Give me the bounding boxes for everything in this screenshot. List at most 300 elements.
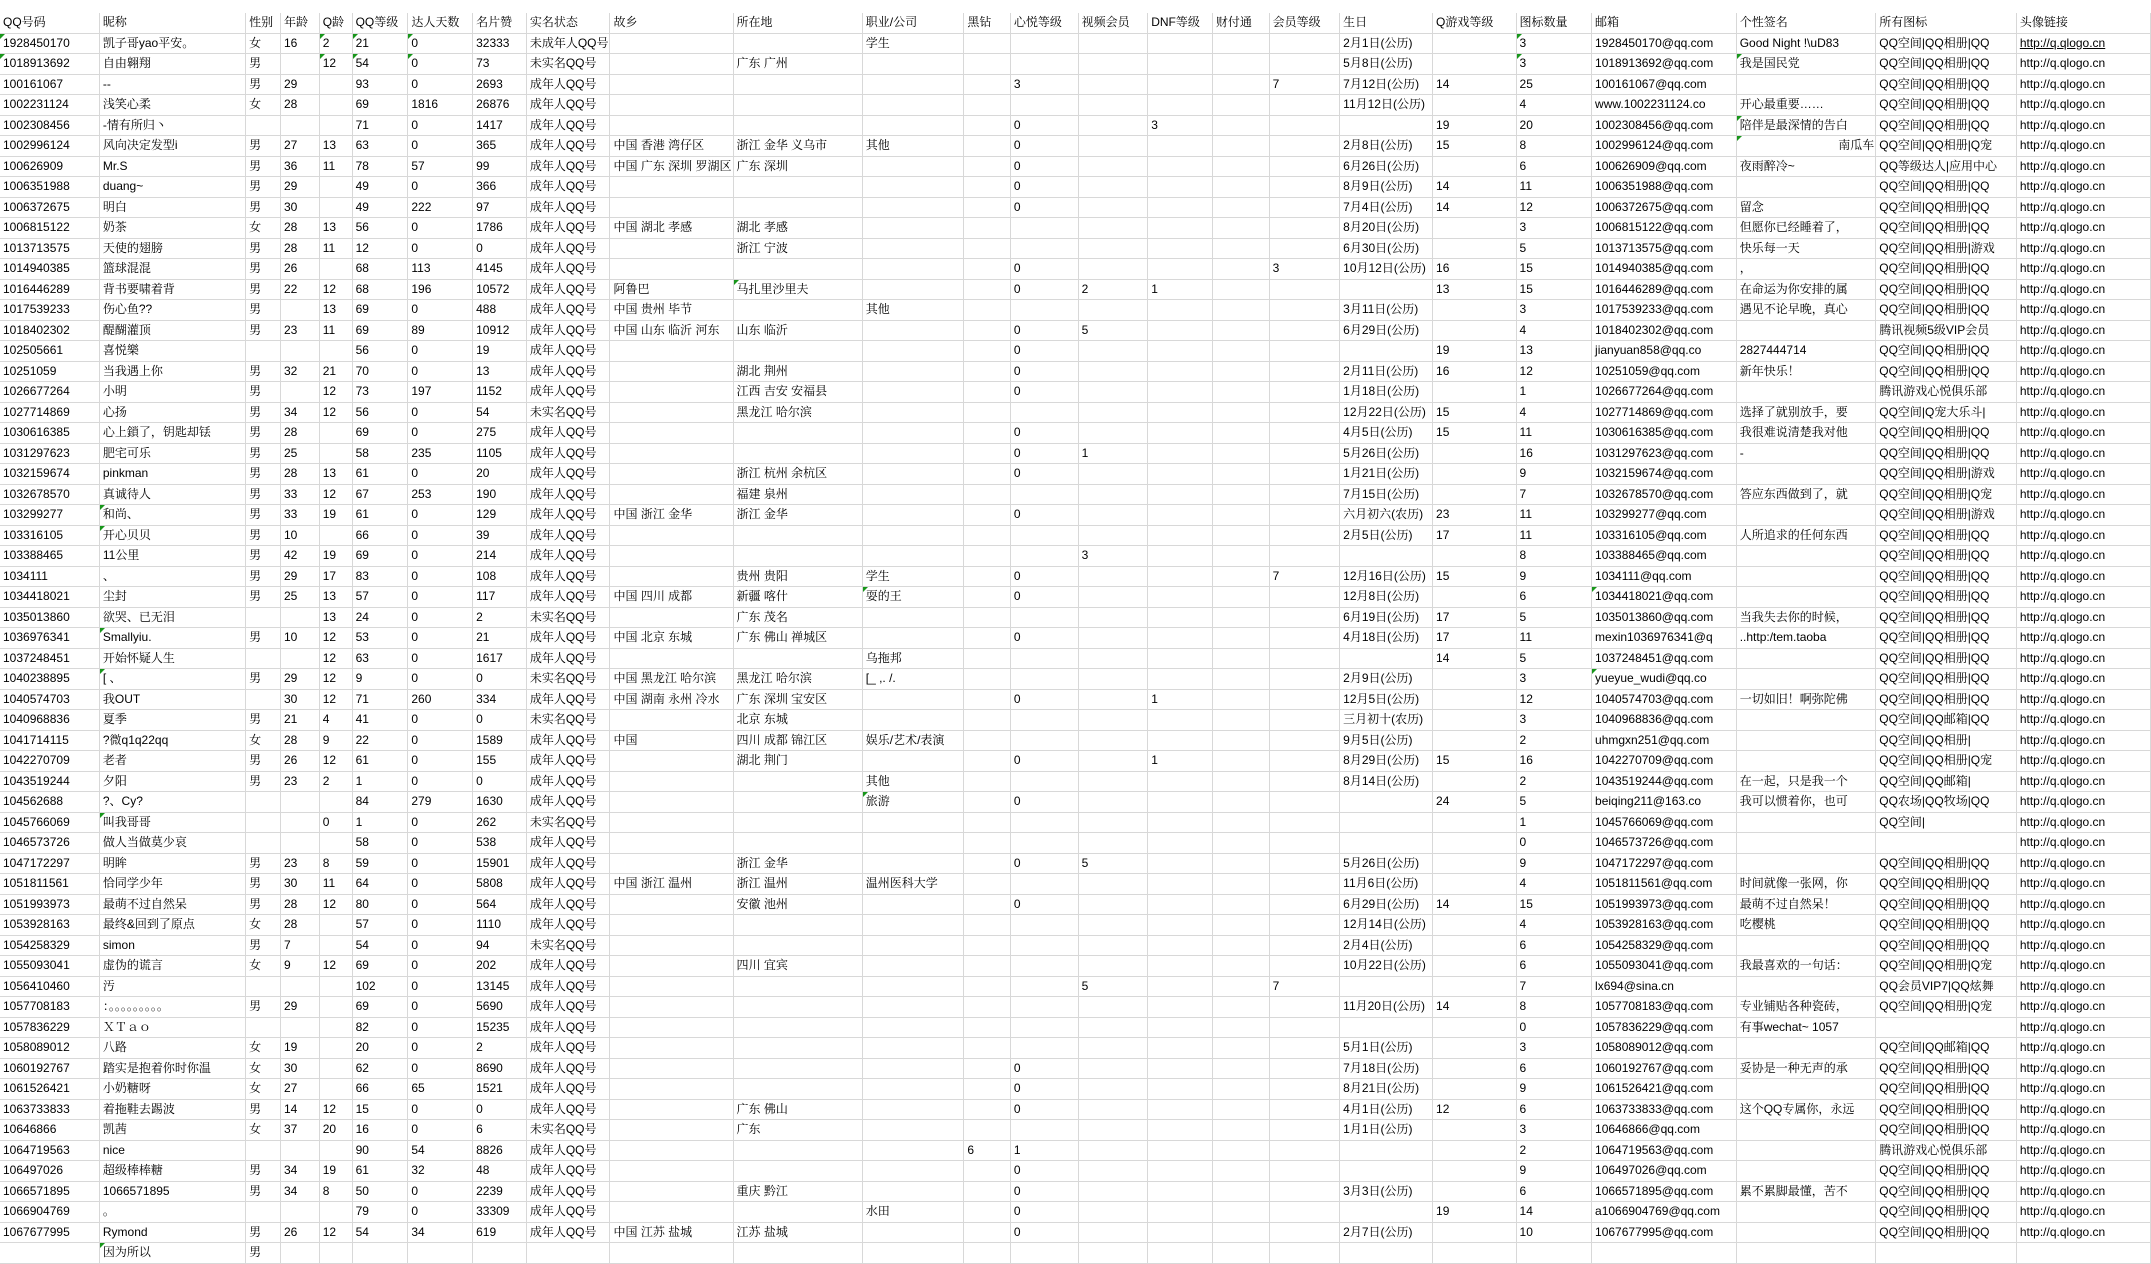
cell-birthday[interactable]: 6月29日(公历) bbox=[1340, 894, 1433, 915]
cell-dnf-level[interactable] bbox=[1148, 730, 1213, 751]
cell-tenpay[interactable] bbox=[1212, 1017, 1269, 1038]
cell-signature[interactable] bbox=[1736, 1161, 1876, 1182]
cell-nickname[interactable]: pinkman bbox=[99, 464, 245, 485]
cell-xinyue-level[interactable] bbox=[1010, 54, 1078, 75]
cell-icon-count[interactable]: 6 bbox=[1516, 587, 1591, 608]
cell-icon-count[interactable]: 2 bbox=[1516, 730, 1591, 751]
cell-realname-status[interactable]: 成年人QQ号 bbox=[526, 874, 610, 895]
cell-age[interactable]: 29 bbox=[280, 669, 319, 690]
cell-qq-level[interactable]: 78 bbox=[352, 156, 408, 177]
cell-qq-level[interactable]: 61 bbox=[352, 1161, 408, 1182]
cell-gender[interactable]: 女 bbox=[246, 218, 281, 239]
cell-black-diamond[interactable] bbox=[964, 279, 1011, 300]
cell-signature[interactable] bbox=[1736, 74, 1876, 95]
cell-qgame-level[interactable]: 14 bbox=[1433, 74, 1517, 95]
cell-signature[interactable]: 我是国民党 bbox=[1736, 54, 1876, 75]
cell-occupation[interactable]: 其他 bbox=[862, 771, 964, 792]
cell-email[interactable]: 100161067@qq.com bbox=[1592, 74, 1737, 95]
cell-q-age[interactable] bbox=[319, 1243, 352, 1264]
cell-icons[interactable]: QQ空间|QQ相册|QQ bbox=[1876, 300, 2017, 321]
cell-card-likes[interactable]: 2 bbox=[473, 1038, 527, 1059]
cell-daren-days[interactable]: 0 bbox=[408, 874, 473, 895]
cell-tenpay[interactable] bbox=[1212, 423, 1269, 444]
cell-q-age[interactable]: 12 bbox=[319, 689, 352, 710]
cell-realname-status[interactable]: 成年人QQ号 bbox=[526, 95, 610, 116]
cell-age[interactable]: 30 bbox=[280, 689, 319, 710]
cell-dnf-level[interactable] bbox=[1148, 1202, 1213, 1223]
cell-dnf-level[interactable] bbox=[1148, 1243, 1213, 1264]
cell-qgame-level[interactable] bbox=[1433, 443, 1517, 464]
cell-dnf-level[interactable]: 1 bbox=[1148, 751, 1213, 772]
cell-realname-status[interactable]: 成年人QQ号 bbox=[526, 1079, 610, 1100]
cell-realname-status[interactable]: 成年人QQ号 bbox=[526, 320, 610, 341]
cell-location[interactable]: 黑龙江 哈尔滨 bbox=[733, 669, 862, 690]
cell-age[interactable]: 28 bbox=[280, 915, 319, 936]
cell-email[interactable]: 1018913692@qq.com bbox=[1592, 54, 1737, 75]
cell-icons[interactable]: QQ会员VIP7|QQ炫舞 bbox=[1876, 976, 2017, 997]
cell-birthday[interactable] bbox=[1340, 1161, 1433, 1182]
cell-daren-days[interactable]: 0 bbox=[408, 1202, 473, 1223]
cell-birthday[interactable]: 8月20日(公历) bbox=[1340, 218, 1433, 239]
cell-dnf-level[interactable] bbox=[1148, 136, 1213, 157]
cell-xinyue-level[interactable]: 0 bbox=[1010, 361, 1078, 382]
cell-age[interactable]: 25 bbox=[280, 443, 319, 464]
cell-card-likes[interactable]: 108 bbox=[473, 566, 527, 587]
cell-avatar-link[interactable]: http://q.qlogo.cn bbox=[2016, 423, 2150, 444]
cell-video-vip[interactable] bbox=[1078, 423, 1148, 444]
cell-gender[interactable]: 男 bbox=[246, 771, 281, 792]
cell-qgame-level[interactable] bbox=[1433, 1161, 1517, 1182]
cell-icons[interactable]: QQ空间|QQ相册|QQ bbox=[1876, 1120, 2017, 1141]
cell-daren-days[interactable]: 0 bbox=[408, 751, 473, 772]
cell-dnf-level[interactable] bbox=[1148, 566, 1213, 587]
cell-xinyue-level[interactable]: 0 bbox=[1010, 1099, 1078, 1120]
cell-vip-level[interactable] bbox=[1269, 730, 1340, 751]
cell-age[interactable]: 33 bbox=[280, 505, 319, 526]
cell-location[interactable]: 浙江 金华 bbox=[733, 505, 862, 526]
cell-realname-status[interactable]: 未实名QQ号 bbox=[526, 607, 610, 628]
cell-icon-count[interactable]: 0 bbox=[1516, 833, 1591, 854]
cell-birthday[interactable]: 12月8日(公历) bbox=[1340, 587, 1433, 608]
cell-qq[interactable]: 1035013860 bbox=[0, 607, 99, 628]
cell-avatar-link[interactable]: http://q.qlogo.cn bbox=[2016, 259, 2150, 280]
cell-daren-days[interactable]: 197 bbox=[408, 382, 473, 403]
cell-card-likes[interactable]: 1521 bbox=[473, 1079, 527, 1100]
cell-icons[interactable]: QQ空间|QQ相册|QQ bbox=[1876, 218, 2017, 239]
cell-nickname[interactable]: 叫我哥哥 bbox=[99, 812, 245, 833]
cell-black-diamond[interactable] bbox=[964, 320, 1011, 341]
cell-occupation[interactable] bbox=[862, 156, 964, 177]
cell-occupation[interactable] bbox=[862, 1222, 964, 1243]
cell-vip-level[interactable] bbox=[1269, 115, 1340, 136]
cell-card-likes[interactable]: 117 bbox=[473, 587, 527, 608]
cell-avatar-link[interactable]: http://q.qlogo.cn bbox=[2016, 956, 2150, 977]
cell-dnf-level[interactable] bbox=[1148, 423, 1213, 444]
cell-tenpay[interactable] bbox=[1212, 771, 1269, 792]
cell-black-diamond[interactable] bbox=[964, 300, 1011, 321]
cell-xinyue-level[interactable] bbox=[1010, 771, 1078, 792]
cell-video-vip[interactable] bbox=[1078, 54, 1148, 75]
cell-vip-level[interactable] bbox=[1269, 1099, 1340, 1120]
cell-black-diamond[interactable] bbox=[964, 997, 1011, 1018]
cell-qq-level[interactable]: 90 bbox=[352, 1140, 408, 1161]
cell-occupation[interactable] bbox=[862, 423, 964, 444]
cell-card-likes[interactable]: 0 bbox=[473, 669, 527, 690]
cell-realname-status[interactable]: 成年人QQ号 bbox=[526, 423, 610, 444]
cell-card-likes[interactable]: 0 bbox=[473, 238, 527, 259]
cell-icons[interactable] bbox=[1876, 833, 2017, 854]
cell-qgame-level[interactable] bbox=[1433, 689, 1517, 710]
cell-signature[interactable]: 有事wechat~ 1057 bbox=[1736, 1017, 1876, 1038]
cell-qq[interactable]: 1031297623 bbox=[0, 443, 99, 464]
cell-avatar-link[interactable]: http://q.qlogo.cn bbox=[2016, 587, 2150, 608]
cell-age[interactable]: 14 bbox=[280, 1099, 319, 1120]
cell-age[interactable]: 10 bbox=[280, 628, 319, 649]
cell-icons[interactable]: QQ空间|QQ邮箱| bbox=[1876, 771, 2017, 792]
cell-signature[interactable] bbox=[1736, 546, 1876, 567]
cell-tenpay[interactable] bbox=[1212, 1202, 1269, 1223]
cell-card-likes[interactable]: 5808 bbox=[473, 874, 527, 895]
cell-black-diamond[interactable] bbox=[964, 464, 1011, 485]
cell-qgame-level[interactable]: 24 bbox=[1433, 792, 1517, 813]
cell-location[interactable] bbox=[733, 935, 862, 956]
cell-dnf-level[interactable] bbox=[1148, 1038, 1213, 1059]
cell-gender[interactable]: 男 bbox=[246, 894, 281, 915]
cell-black-diamond[interactable] bbox=[964, 976, 1011, 997]
cell-gender[interactable] bbox=[246, 115, 281, 136]
cell-black-diamond[interactable] bbox=[964, 771, 1011, 792]
cell-icons[interactable]: QQ空间|QQ相册|QQ bbox=[1876, 1181, 2017, 1202]
cell-email[interactable]: 10251059@qq.com bbox=[1592, 361, 1737, 382]
cell-qq-level[interactable]: 16 bbox=[352, 1120, 408, 1141]
cell-qq[interactable]: 103299277 bbox=[0, 505, 99, 526]
cell-realname-status[interactable]: 成年人QQ号 bbox=[526, 259, 610, 280]
cell-video-vip[interactable] bbox=[1078, 997, 1148, 1018]
cell-daren-days[interactable]: 0 bbox=[408, 1120, 473, 1141]
cell-occupation[interactable] bbox=[862, 935, 964, 956]
cell-vip-level[interactable] bbox=[1269, 320, 1340, 341]
column-header-location[interactable]: 所在地 bbox=[733, 13, 862, 33]
cell-card-likes[interactable]: 15235 bbox=[473, 1017, 527, 1038]
cell-qq-level[interactable]: 80 bbox=[352, 894, 408, 915]
cell-xinyue-level[interactable] bbox=[1010, 218, 1078, 239]
cell-daren-days[interactable]: 0 bbox=[408, 976, 473, 997]
cell-dnf-level[interactable]: 3 bbox=[1148, 115, 1213, 136]
cell-realname-status[interactable]: 成年人QQ号 bbox=[526, 300, 610, 321]
cell-realname-status[interactable]: 未实名QQ号 bbox=[526, 710, 610, 731]
cell-tenpay[interactable] bbox=[1212, 402, 1269, 423]
cell-vip-level[interactable] bbox=[1269, 1243, 1340, 1264]
cell-video-vip[interactable]: 3 bbox=[1078, 546, 1148, 567]
cell-icon-count[interactable]: 11 bbox=[1516, 423, 1591, 444]
cell-qq-level[interactable]: 54 bbox=[352, 935, 408, 956]
cell-qq[interactable]: 1032678570 bbox=[0, 484, 99, 505]
cell-birthday[interactable]: 2月8日(公历) bbox=[1340, 136, 1433, 157]
cell-avatar-link[interactable]: http://q.qlogo.cn bbox=[2016, 1038, 2150, 1059]
cell-q-age[interactable]: 12 bbox=[319, 484, 352, 505]
cell-realname-status[interactable]: 成年人QQ号 bbox=[526, 156, 610, 177]
cell-black-diamond[interactable] bbox=[964, 423, 1011, 444]
cell-black-diamond[interactable] bbox=[964, 484, 1011, 505]
cell-age[interactable]: 28 bbox=[280, 894, 319, 915]
cell-nickname[interactable]: 超级棒棒糖 bbox=[99, 1161, 245, 1182]
cell-xinyue-level[interactable] bbox=[1010, 710, 1078, 731]
cell-vip-level[interactable] bbox=[1269, 1181, 1340, 1202]
cell-qq-level[interactable]: 21 bbox=[352, 33, 408, 54]
cell-vip-level[interactable] bbox=[1269, 177, 1340, 198]
cell-qgame-level[interactable] bbox=[1433, 976, 1517, 997]
cell-avatar-link[interactable]: http://q.qlogo.cn bbox=[2016, 74, 2150, 95]
cell-avatar-link[interactable]: http://q.qlogo.cn bbox=[2016, 156, 2150, 177]
cell-icons[interactable]: QQ空间|QQ相册|QQ bbox=[1876, 1058, 2017, 1079]
cell-tenpay[interactable] bbox=[1212, 648, 1269, 669]
cell-dnf-level[interactable] bbox=[1148, 710, 1213, 731]
column-header-gender[interactable]: 性别 bbox=[246, 13, 281, 33]
cell-tenpay[interactable] bbox=[1212, 341, 1269, 362]
cell-occupation[interactable] bbox=[862, 607, 964, 628]
cell-realname-status[interactable]: 成年人QQ号 bbox=[526, 1202, 610, 1223]
cell-qgame-level[interactable]: 14 bbox=[1433, 197, 1517, 218]
cell-occupation[interactable]: 水田 bbox=[862, 1202, 964, 1223]
cell-icon-count[interactable]: 9 bbox=[1516, 566, 1591, 587]
cell-black-diamond[interactable] bbox=[964, 1017, 1011, 1038]
cell-signature[interactable]: 时间就像一张网，你 bbox=[1736, 874, 1876, 895]
cell-tenpay[interactable] bbox=[1212, 669, 1269, 690]
cell-qq[interactable]: 1043519244 bbox=[0, 771, 99, 792]
cell-qq-level[interactable]: 84 bbox=[352, 792, 408, 813]
cell-qgame-level[interactable]: 17 bbox=[1433, 607, 1517, 628]
cell-xinyue-level[interactable]: 0 bbox=[1010, 894, 1078, 915]
cell-icon-count[interactable]: 3 bbox=[1516, 33, 1591, 54]
cell-qq[interactable]: 1034111 bbox=[0, 566, 99, 587]
cell-nickname[interactable]: 因为所以 bbox=[99, 1243, 245, 1264]
cell-qq-level[interactable]: 73 bbox=[352, 382, 408, 403]
cell-location[interactable]: 湖北 荆门 bbox=[733, 751, 862, 772]
cell-birthday[interactable]: 2月1日(公历) bbox=[1340, 33, 1433, 54]
cell-black-diamond[interactable] bbox=[964, 566, 1011, 587]
cell-icon-count[interactable]: 6 bbox=[1516, 1099, 1591, 1120]
cell-icon-count[interactable]: 12 bbox=[1516, 689, 1591, 710]
cell-nickname[interactable]: 踏实是抱着你时你温 bbox=[99, 1058, 245, 1079]
cell-hometown[interactable]: 中国 湖北 孝感 bbox=[610, 218, 733, 239]
cell-signature[interactable] bbox=[1736, 1120, 1876, 1141]
cell-tenpay[interactable] bbox=[1212, 33, 1269, 54]
cell-age[interactable]: 36 bbox=[280, 156, 319, 177]
cell-age[interactable]: 9 bbox=[280, 956, 319, 977]
cell-tenpay[interactable] bbox=[1212, 792, 1269, 813]
cell-location[interactable]: 四川 宜宾 bbox=[733, 956, 862, 977]
cell-realname-status[interactable]: 成年人QQ号 bbox=[526, 1038, 610, 1059]
cell-black-diamond[interactable] bbox=[964, 894, 1011, 915]
cell-dnf-level[interactable] bbox=[1148, 197, 1213, 218]
cell-nickname[interactable]: 开心贝贝 bbox=[99, 525, 245, 546]
cell-location[interactable] bbox=[733, 341, 862, 362]
cell-occupation[interactable] bbox=[862, 218, 964, 239]
cell-birthday[interactable] bbox=[1340, 115, 1433, 136]
cell-icon-count[interactable]: 5 bbox=[1516, 792, 1591, 813]
cell-nickname[interactable]: 明白 bbox=[99, 197, 245, 218]
cell-gender[interactable] bbox=[246, 1202, 281, 1223]
cell-dnf-level[interactable] bbox=[1148, 218, 1213, 239]
cell-q-age[interactable]: 12 bbox=[319, 402, 352, 423]
cell-email[interactable]: 1002308456@qq.com bbox=[1592, 115, 1737, 136]
cell-avatar-link[interactable]: http://q.qlogo.cn bbox=[2016, 115, 2150, 136]
cell-qgame-level[interactable] bbox=[1433, 1058, 1517, 1079]
cell-tenpay[interactable] bbox=[1212, 218, 1269, 239]
cell-dnf-level[interactable] bbox=[1148, 1181, 1213, 1202]
cell-dnf-level[interactable] bbox=[1148, 1120, 1213, 1141]
cell-q-age[interactable] bbox=[319, 115, 352, 136]
cell-daren-days[interactable]: 32 bbox=[408, 1161, 473, 1182]
cell-q-age[interactable] bbox=[319, 443, 352, 464]
cell-q-age[interactable] bbox=[319, 341, 352, 362]
cell-email[interactable]: 1002996124@qq.com bbox=[1592, 136, 1737, 157]
cell-dnf-level[interactable] bbox=[1148, 259, 1213, 280]
cell-location[interactable]: 广东 茂名 bbox=[733, 607, 862, 628]
cell-birthday[interactable] bbox=[1340, 1243, 1433, 1264]
cell-qgame-level[interactable] bbox=[1433, 771, 1517, 792]
cell-birthday[interactable] bbox=[1340, 648, 1433, 669]
cell-icons[interactable]: QQ空间|QQ相册|游戏 bbox=[1876, 238, 2017, 259]
cell-vip-level[interactable]: 7 bbox=[1269, 566, 1340, 587]
cell-email[interactable]: jianyuan858@qq.co bbox=[1592, 341, 1737, 362]
cell-daren-days[interactable]: 0 bbox=[408, 771, 473, 792]
cell-xinyue-level[interactable]: 0 bbox=[1010, 587, 1078, 608]
cell-qq-level[interactable]: 1 bbox=[352, 812, 408, 833]
cell-card-likes[interactable]: 10572 bbox=[473, 279, 527, 300]
cell-icons[interactable] bbox=[1876, 1017, 2017, 1038]
cell-avatar-link[interactable]: http://q.qlogo.cn bbox=[2016, 894, 2150, 915]
cell-occupation[interactable] bbox=[862, 1161, 964, 1182]
cell-age[interactable]: 37 bbox=[280, 1120, 319, 1141]
cell-nickname[interactable]: 当我遇上你 bbox=[99, 361, 245, 382]
cell-dnf-level[interactable] bbox=[1148, 1079, 1213, 1100]
cell-realname-status[interactable]: 成年人QQ号 bbox=[526, 505, 610, 526]
cell-signature[interactable]: 我很难说清楚我对他 bbox=[1736, 423, 1876, 444]
cell-card-likes[interactable]: 1786 bbox=[473, 218, 527, 239]
cell-qq[interactable]: 1013713575 bbox=[0, 238, 99, 259]
cell-dnf-level[interactable] bbox=[1148, 792, 1213, 813]
cell-occupation[interactable] bbox=[862, 1038, 964, 1059]
cell-q-age[interactable]: 12 bbox=[319, 894, 352, 915]
cell-black-diamond[interactable] bbox=[964, 115, 1011, 136]
cell-xinyue-level[interactable] bbox=[1010, 812, 1078, 833]
cell-signature[interactable]: 这个QQ专属你，永远 bbox=[1736, 1099, 1876, 1120]
cell-daren-days[interactable]: 0 bbox=[408, 525, 473, 546]
cell-birthday[interactable]: 11月12日(公历) bbox=[1340, 95, 1433, 116]
cell-gender[interactable]: 女 bbox=[246, 1038, 281, 1059]
cell-icons[interactable]: QQ空间|QQ相册| bbox=[1876, 730, 2017, 751]
cell-avatar-link[interactable]: http://q.qlogo.cn bbox=[2016, 320, 2150, 341]
cell-qq[interactable]: 1066904769 bbox=[0, 1202, 99, 1223]
cell-avatar-link[interactable]: http://q.qlogo.cn bbox=[2016, 1099, 2150, 1120]
cell-location[interactable] bbox=[733, 1243, 862, 1264]
cell-occupation[interactable] bbox=[862, 1140, 964, 1161]
cell-xinyue-level[interactable] bbox=[1010, 956, 1078, 977]
cell-birthday[interactable] bbox=[1340, 1202, 1433, 1223]
column-header-daren-days[interactable]: 达人天数 bbox=[408, 13, 473, 33]
cell-location[interactable] bbox=[733, 197, 862, 218]
cell-icons[interactable]: QQ空间|QQ相册|QQ bbox=[1876, 177, 2017, 198]
cell-signature[interactable]: 夜雨醉冷~ bbox=[1736, 156, 1876, 177]
cell-avatar-link[interactable]: http://q.qlogo.cn bbox=[2016, 177, 2150, 198]
cell-realname-status[interactable]: 成年人QQ号 bbox=[526, 464, 610, 485]
cell-qgame-level[interactable]: 16 bbox=[1433, 361, 1517, 382]
cell-card-likes[interactable]: 1110 bbox=[473, 915, 527, 936]
cell-daren-days[interactable]: 0 bbox=[408, 341, 473, 362]
cell-qq-level[interactable]: 57 bbox=[352, 587, 408, 608]
cell-qq[interactable]: 1054258329 bbox=[0, 935, 99, 956]
cell-video-vip[interactable] bbox=[1078, 689, 1148, 710]
cell-realname-status[interactable]: 成年人QQ号 bbox=[526, 218, 610, 239]
cell-black-diamond[interactable] bbox=[964, 710, 1011, 731]
cell-nickname[interactable]: -情有所归丶 bbox=[99, 115, 245, 136]
cell-nickname[interactable]: nice bbox=[99, 1140, 245, 1161]
cell-q-age[interactable]: 11 bbox=[319, 320, 352, 341]
cell-birthday[interactable]: 6月29日(公历) bbox=[1340, 320, 1433, 341]
cell-hometown[interactable] bbox=[610, 792, 733, 813]
cell-email[interactable]: 1054258329@qq.com bbox=[1592, 935, 1737, 956]
cell-xinyue-level[interactable] bbox=[1010, 669, 1078, 690]
cell-gender[interactable]: 男 bbox=[246, 566, 281, 587]
cell-qq[interactable]: 1051993973 bbox=[0, 894, 99, 915]
cell-age[interactable] bbox=[280, 1243, 319, 1264]
cell-q-age[interactable]: 12 bbox=[319, 956, 352, 977]
cell-xinyue-level[interactable] bbox=[1010, 1243, 1078, 1264]
cell-vip-level[interactable] bbox=[1269, 894, 1340, 915]
cell-hometown[interactable] bbox=[610, 259, 733, 280]
cell-qq-level[interactable]: 69 bbox=[352, 997, 408, 1018]
cell-icons[interactable]: QQ农场|QQ牧场|QQ bbox=[1876, 792, 2017, 813]
cell-occupation[interactable] bbox=[862, 546, 964, 567]
cell-black-diamond[interactable] bbox=[964, 177, 1011, 198]
cell-location[interactable]: 黑龙江 哈尔滨 bbox=[733, 402, 862, 423]
cell-nickname[interactable]: ?微q1q22qq bbox=[99, 730, 245, 751]
cell-location[interactable]: 江西 吉安 安福县 bbox=[733, 382, 862, 403]
cell-email[interactable]: 1051993973@qq.com bbox=[1592, 894, 1737, 915]
cell-qgame-level[interactable] bbox=[1433, 915, 1517, 936]
cell-email[interactable]: 1027714869@qq.com bbox=[1592, 402, 1737, 423]
cell-hometown[interactable] bbox=[610, 1058, 733, 1079]
cell-email[interactable]: 103316105@qq.com bbox=[1592, 525, 1737, 546]
cell-age[interactable]: 28 bbox=[280, 238, 319, 259]
cell-video-vip[interactable] bbox=[1078, 607, 1148, 628]
cell-birthday[interactable]: 2月7日(公历) bbox=[1340, 1222, 1433, 1243]
cell-black-diamond[interactable] bbox=[964, 935, 1011, 956]
cell-avatar-link[interactable]: http://q.qlogo.cn bbox=[2016, 33, 2150, 54]
cell-icon-count[interactable]: 6 bbox=[1516, 935, 1591, 956]
cell-black-diamond[interactable] bbox=[964, 238, 1011, 259]
cell-dnf-level[interactable] bbox=[1148, 402, 1213, 423]
cell-email[interactable]: 1060192767@qq.com bbox=[1592, 1058, 1737, 1079]
cell-realname-status[interactable]: 成年人QQ号 bbox=[526, 1222, 610, 1243]
cell-video-vip[interactable] bbox=[1078, 361, 1148, 382]
cell-hometown[interactable]: 中国 浙江 金华 bbox=[610, 505, 733, 526]
cell-gender[interactable]: 男 bbox=[246, 484, 281, 505]
cell-daren-days[interactable]: 57 bbox=[408, 156, 473, 177]
cell-occupation[interactable] bbox=[862, 54, 964, 75]
cell-hometown[interactable] bbox=[610, 54, 733, 75]
cell-birthday[interactable]: 8月21日(公历) bbox=[1340, 1079, 1433, 1100]
cell-qgame-level[interactable]: 15 bbox=[1433, 402, 1517, 423]
cell-avatar-link[interactable]: http://q.qlogo.cn bbox=[2016, 300, 2150, 321]
cell-hometown[interactable] bbox=[610, 1120, 733, 1141]
cell-qgame-level[interactable] bbox=[1433, 669, 1517, 690]
cell-qgame-level[interactable]: 14 bbox=[1433, 648, 1517, 669]
cell-gender[interactable]: 男 bbox=[246, 669, 281, 690]
cell-occupation[interactable] bbox=[862, 1243, 964, 1264]
cell-tenpay[interactable] bbox=[1212, 976, 1269, 997]
